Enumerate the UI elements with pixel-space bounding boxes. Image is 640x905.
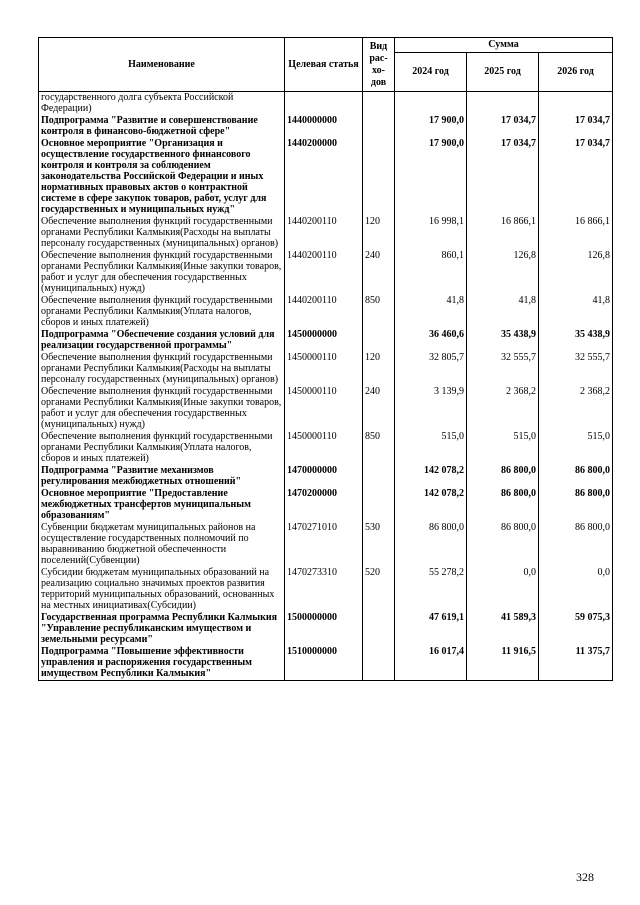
row-amount-2026: 515,0 — [539, 431, 613, 465]
row-amount-2024: 515,0 — [395, 431, 467, 465]
row-amount-2024: 17 900,0 — [395, 138, 467, 216]
table-row — [39, 115, 613, 138]
row-amount-2025: 41 589,3 — [467, 612, 539, 646]
row-expense-kind — [363, 92, 395, 116]
row-target-article: 1510000000 — [285, 646, 363, 681]
header-expense-kind-line: хо- — [372, 64, 385, 76]
row-amount-2026: 0,0 — [539, 567, 613, 612]
row-expense-kind — [363, 115, 395, 138]
row-target-article: 1470273310 — [285, 567, 363, 612]
row-name: Государственная программа Республики Калмыкия "Управление республиканским имуществом и земельными ресурсами" — [39, 612, 285, 646]
row-amount-2025: 126,8 — [467, 250, 539, 295]
header-sum: Сумма — [395, 38, 613, 53]
row-amount-2024: 86 800,0 — [395, 522, 467, 567]
row-amount-2026: 86 800,0 — [539, 488, 613, 522]
row-amount-2026: 35 438,9 — [539, 329, 613, 352]
row-amount-2024: 36 460,6 — [395, 329, 467, 352]
row-amount-2024: 16 017,4 — [395, 646, 467, 681]
header-target-article: Целевая статья — [285, 38, 363, 92]
row-expense-kind: 240 — [363, 386, 395, 431]
row-amount-2024: 860,1 — [395, 250, 467, 295]
header-expense-kind — [363, 38, 395, 92]
row-target-article: 1450000110 — [285, 431, 363, 465]
row-amount-2025: 17 034,7 — [467, 138, 539, 216]
row-amount-2024: 142 078,2 — [395, 488, 467, 522]
row-name: Основное мероприятие "Предоставление межбюджетных трансфертов муниципальным образованиям" — [39, 488, 285, 522]
header-expense-kind-line: рас- — [369, 52, 388, 64]
row-target-article: 1470000000 — [285, 465, 363, 488]
row-name: государственного долга субъекта Российской Федерации) — [39, 92, 285, 116]
row-name: Подпрограмма "Обеспечение создания условий для реализации государственной программы" — [39, 329, 285, 352]
row-expense-kind: 520 — [363, 567, 395, 612]
row-amount-2026: 17 034,7 — [539, 138, 613, 216]
header-year-2025: 2025 год — [467, 53, 539, 92]
row-expense-kind — [363, 488, 395, 522]
table-row — [39, 386, 613, 431]
row-amount-2025: 17 034,7 — [467, 115, 539, 138]
table-row — [39, 329, 613, 352]
row-amount-2026: 11 375,7 — [539, 646, 613, 681]
table-row — [39, 612, 613, 646]
row-amount-2025 — [467, 92, 539, 116]
row-amount-2025: 2 368,2 — [467, 386, 539, 431]
row-amount-2026: 59 075,3 — [539, 612, 613, 646]
table-row — [39, 295, 613, 329]
row-target-article — [285, 92, 363, 116]
row-expense-kind: 530 — [363, 522, 395, 567]
budget-table — [38, 37, 613, 681]
row-amount-2025: 86 800,0 — [467, 522, 539, 567]
row-target-article: 1440200110 — [285, 250, 363, 295]
table-row — [39, 352, 613, 386]
row-amount-2024 — [395, 92, 467, 116]
row-amount-2025: 41,8 — [467, 295, 539, 329]
row-name: Обеспечение выполнения функций государственными органами Республики Калмыкия(Уплата налогов, сборов и иных платежей) — [39, 295, 285, 329]
row-target-article: 1450000000 — [285, 329, 363, 352]
table-body — [39, 92, 613, 681]
row-target-article: 1470200000 — [285, 488, 363, 522]
table-row — [39, 250, 613, 295]
header-year-2024: 2024 год — [395, 53, 467, 92]
row-amount-2024: 32 805,7 — [395, 352, 467, 386]
table-row — [39, 646, 613, 681]
row-amount-2024: 41,8 — [395, 295, 467, 329]
table-header — [39, 38, 613, 92]
row-name: Субвенции бюджетам муниципальных районов на осуществление государственных полномочий по выравниванию бюджетной обеспеченности поселений(Субвенции) — [39, 522, 285, 567]
row-amount-2026: 86 800,0 — [539, 465, 613, 488]
row-target-article: 1440200110 — [285, 295, 363, 329]
row-name: Основное мероприятие "Организация и осуществление государственного финансового контроля и контроля за соблюдением законодательства Российской Федерации и иных нормативных правовых актов о контрактной системе в сфере закупок товаров, работ, услуг для государственных и муниципальных нужд" — [39, 138, 285, 216]
row-target-article: 1450000110 — [285, 352, 363, 386]
row-target-article: 1440000000 — [285, 115, 363, 138]
table-row — [39, 92, 613, 116]
row-amount-2025: 0,0 — [467, 567, 539, 612]
row-name: Подпрограмма "Развитие и совершенствование контроля в финансово-бюджетной сфере" — [39, 115, 285, 138]
header-year-2026: 2026 год — [539, 53, 613, 92]
table-row — [39, 216, 613, 250]
row-amount-2024: 16 998,1 — [395, 216, 467, 250]
row-amount-2025: 86 800,0 — [467, 465, 539, 488]
row-expense-kind: 850 — [363, 431, 395, 465]
row-amount-2026: 86 800,0 — [539, 522, 613, 567]
row-amount-2024: 3 139,9 — [395, 386, 467, 431]
row-expense-kind: 240 — [363, 250, 395, 295]
row-target-article: 1470271010 — [285, 522, 363, 567]
row-amount-2024: 55 278,2 — [395, 567, 467, 612]
row-expense-kind — [363, 646, 395, 681]
table-row — [39, 567, 613, 612]
row-amount-2025: 32 555,7 — [467, 352, 539, 386]
row-name: Обеспечение выполнения функций государственными органами Республики Калмыкия(Расходы на выплаты персоналу государственных (муниципальных) органов) — [39, 352, 285, 386]
row-amount-2025: 16 866,1 — [467, 216, 539, 250]
row-amount-2025: 35 438,9 — [467, 329, 539, 352]
row-amount-2026: 126,8 — [539, 250, 613, 295]
row-amount-2025: 86 800,0 — [467, 488, 539, 522]
row-amount-2025: 11 916,5 — [467, 646, 539, 681]
row-amount-2024: 142 078,2 — [395, 465, 467, 488]
row-amount-2024: 17 900,0 — [395, 115, 467, 138]
row-name: Субсидии бюджетам муниципальных образований на реализацию социально значимых проектов развития территорий муниципальных образований, основанных на местных инициативах(Субсидии) — [39, 567, 285, 612]
row-amount-2026: 17 034,7 — [539, 115, 613, 138]
header-name: Наименование — [39, 38, 285, 92]
row-expense-kind — [363, 465, 395, 488]
header-expense-kind-line: Вид — [369, 40, 388, 52]
row-expense-kind: 120 — [363, 352, 395, 386]
row-name: Подпрограмма "Развитие механизмов регулирования межбюджетных отношений" — [39, 465, 285, 488]
row-expense-kind: 120 — [363, 216, 395, 250]
header-expense-kind-line: дов — [370, 76, 387, 88]
row-target-article: 1440200110 — [285, 216, 363, 250]
row-name: Подпрограмма "Повышение эффективности управления и распоряжения государственным имуществом Республики Калмыкия" — [39, 646, 285, 681]
row-amount-2026: 41,8 — [539, 295, 613, 329]
row-amount-2026: 16 866,1 — [539, 216, 613, 250]
budget-sheet — [38, 37, 612, 681]
row-name: Обеспечение выполнения функций государственными органами Республики Калмыкия(Расходы на выплаты персоналу государственных (муниципальных) органов) — [39, 216, 285, 250]
row-name: Обеспечение выполнения функций государственными органами Республики Калмыкия(Иные закупки товаров, работ и услуг для обеспечения государственных (муниципальных) нужд) — [39, 386, 285, 431]
table-row — [39, 465, 613, 488]
table-row — [39, 431, 613, 465]
table-row — [39, 522, 613, 567]
row-amount-2026: 32 555,7 — [539, 352, 613, 386]
table-row — [39, 488, 613, 522]
row-target-article: 1450000110 — [285, 386, 363, 431]
table-row — [39, 138, 613, 216]
row-target-article: 1440200000 — [285, 138, 363, 216]
row-expense-kind — [363, 329, 395, 352]
row-amount-2026: 2 368,2 — [539, 386, 613, 431]
row-amount-2024: 47 619,1 — [395, 612, 467, 646]
row-amount-2025: 515,0 — [467, 431, 539, 465]
row-name: Обеспечение выполнения функций государственными органами Республики Калмыкия(Уплата налогов, сборов и иных платежей) — [39, 431, 285, 465]
row-expense-kind — [363, 612, 395, 646]
row-expense-kind: 850 — [363, 295, 395, 329]
row-target-article: 1500000000 — [285, 612, 363, 646]
page-number: 328 — [576, 870, 594, 884]
row-name: Обеспечение выполнения функций государственными органами Республики Калмыкия(Иные закупки товаров, работ и услуг для обеспечения государственных (муниципальных) нужд) — [39, 250, 285, 295]
row-amount-2026 — [539, 92, 613, 116]
row-expense-kind — [363, 138, 395, 216]
